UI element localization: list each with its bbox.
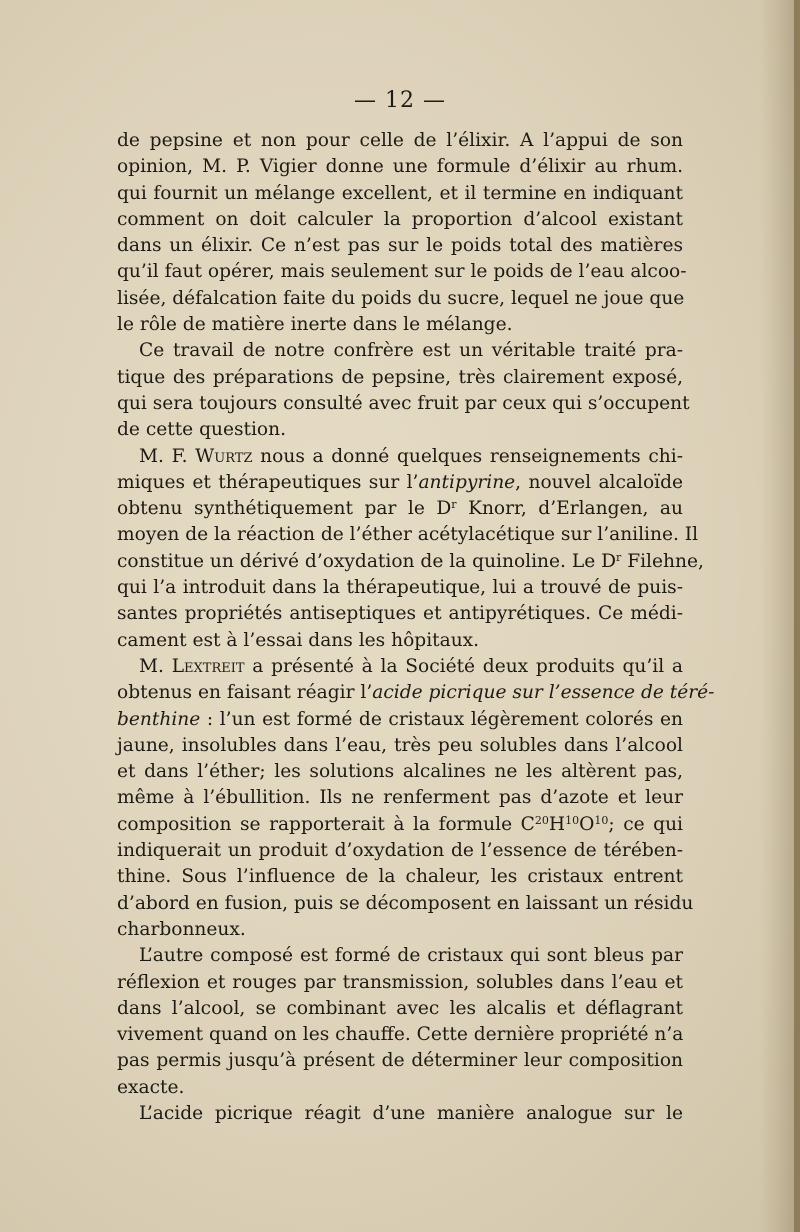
- text-line: M. Lextreit a présenté à la Société deux produits qu’il a: [139, 655, 683, 677]
- text-line: réflexion et rouges par transmission, solubles dans l’eau et: [117, 971, 683, 993]
- text-line: obtenus en faisant réagir l’acide picrique sur l’essence de téré-: [117, 682, 715, 704]
- text-line: benthine : l’un est formé de cristaux légèrement colorés en: [117, 708, 683, 730]
- text-line: et dans l’éther; les solutions alcalines ne les altèrent pas,: [117, 761, 683, 783]
- text-line: même à l’ébullition. Ils ne renferment pas d’azote et leur: [117, 787, 683, 809]
- page-number: — 12 —: [354, 88, 446, 113]
- text-line: L’acide picrique réagit d’une manière analogue sur le: [139, 1102, 683, 1124]
- italic-term: benthine: [117, 708, 201, 730]
- text-line: qui sera toujours consulté avec fruit par ceux qui s’occupent: [117, 392, 690, 414]
- text-line: tique des préparations de pepsine, très clairement exposé,: [117, 366, 683, 388]
- author-name: Wurtz: [195, 445, 253, 467]
- text-line: composition se rapporterait à la formule $C^{20}H^{10}O^{10}$; ce qui: [117, 813, 683, 835]
- text-line: cament est à l’essai dans les hôpitaux.: [117, 629, 480, 651]
- text-line: comment on doit calculer la proportion d’alcool existant: [117, 208, 683, 230]
- text-line: le rôle de matière inerte dans le mélange.: [117, 314, 513, 336]
- text-line: charbonneux.: [117, 918, 246, 940]
- text-line: thine. Sous l’influence de la chaleur, les cristaux entrent: [117, 866, 683, 888]
- italic-term: antipyrine: [418, 471, 516, 493]
- body-text: [117, 128, 715, 1127]
- text-line: santes propriétés antiseptiques et antipyrétiques. Ce médi-: [117, 603, 683, 625]
- text-line: constitue un dérivé d’oxydation de la quinoline. Le $D^r$ Filehne,: [117, 550, 704, 572]
- text-line: qu’il faut opérer, mais seulement sur le poids de l’eau alcoo-: [117, 261, 687, 283]
- text-line: obtenu synthétiquement par le $D^r$ Knorr, d’Erlangen, au: [117, 498, 683, 520]
- text-line: Ce travail de notre confrère est un véritable traité pra-: [139, 340, 683, 362]
- text-line: vivement quand on les chauffe. Cette dernière propriété n’a: [117, 1024, 684, 1046]
- italic-term: acide picrique sur l’essence de téré-: [372, 682, 715, 704]
- text-line: pas permis jusqu’à présent de déterminer leur composition: [117, 1050, 683, 1072]
- text-line: opinion, M. P. Vigier donne une formule d’élixir au rhum.: [117, 156, 683, 178]
- text-line: dans un élixir. Ce n’est pas sur le poids total des matières: [117, 235, 683, 257]
- text-line: qui l’a introduit dans la thérapeutique, lui a trouvé de puis-: [117, 577, 683, 599]
- text-line: exacte.: [117, 1076, 185, 1098]
- text-line: indiquerait un produit d’oxydation de l’essence de térében-: [117, 840, 683, 862]
- author-name: Lextreit: [171, 655, 245, 677]
- text-line: de cette question.: [117, 419, 287, 441]
- text-line: L’autre composé est formé de cristaux qui sont bleus par: [139, 945, 683, 967]
- text-line: miques et thérapeutiques sur l’antipyrine, nouvel alcaloïde: [117, 471, 683, 493]
- text-line: jaune, insolubles dans l’eau, très peu solubles dans l’alcool: [117, 734, 683, 756]
- text-line: de pepsine et non pour celle de l’élixir. A l’appui de son: [117, 130, 683, 151]
- text-line: lisée, défalcation faite du poids du sucre, lequel ne joue que: [117, 287, 685, 309]
- text-line: qui fournit un mélange excellent, et il termine en indiquant: [117, 182, 683, 204]
- text-line: d’abord en fusion, puis se décomposent en laissant un résidu: [117, 892, 694, 914]
- text-line: M. F. Wurtz nous a donné quelques renseignements chi-: [139, 445, 683, 467]
- text-line: dans l’alcool, se combinant avec les alcalis et déflagrant: [117, 997, 683, 1019]
- text-line: moyen de la réaction de l’éther acétylacétique sur l’aniline. Il: [117, 524, 699, 546]
- page-spine: [794, 0, 800, 1232]
